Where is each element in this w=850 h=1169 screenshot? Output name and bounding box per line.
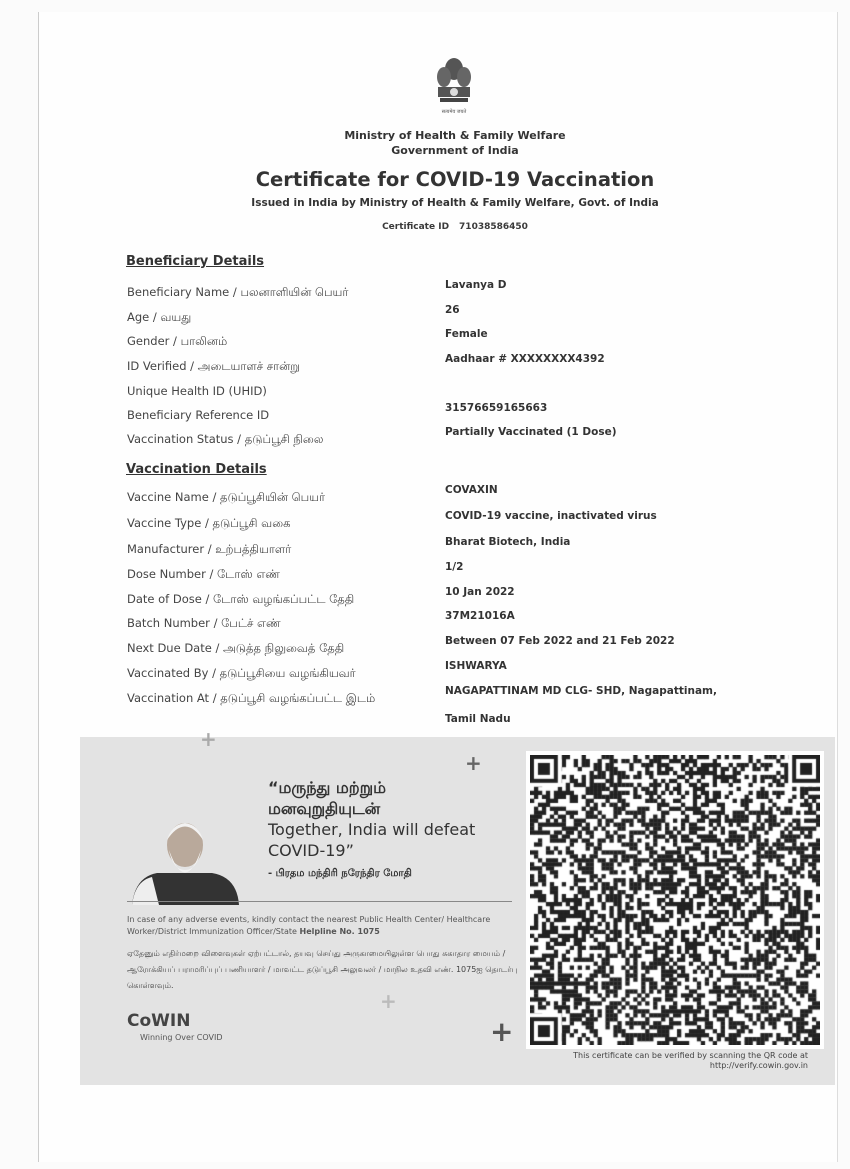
svg-text:सत्यमेव जयते: सत्यमेव जयते xyxy=(441,109,467,115)
field-label: Beneficiary Name / பலனாளியின் பெயர் xyxy=(127,285,349,299)
adverse-events-notice-tamil: ஏதேனும் எதிர்மறை விளைவுகள் ஏற்பட்டால், தயவு செய்து அருகாமையிலுள்ள பொது சுகாதார மையம் / ஆரோக்கியப் பராமரிப்புப் பணியாளர் / மாவட்ட தடுப்பூசி அலுவலர் / மாநில உதவி எண். 1075ஐ தொடர்பு கொள்ளவும். xyxy=(127,949,518,990)
field-label: Beneficiary Reference ID xyxy=(127,408,270,422)
verify-note: This certificate can be verified by scanning the QR code at http://verify.cowin.gov.in xyxy=(573,1051,808,1070)
vaccination-place-continuation: Tamil Nadu xyxy=(445,713,511,725)
cowin-logo: CoWIN xyxy=(127,1011,191,1031)
cowin-tagline: Winning Over COVID xyxy=(140,1033,223,1042)
ministry-name: Ministry of Health & Family Welfare Government of India xyxy=(344,129,566,157)
field-value: Aadhaar # XXXXXXXX4392 xyxy=(445,353,605,365)
field-value: Between 07 Feb 2022 and 21 Feb 2022 xyxy=(445,635,675,647)
field-label: Gender / பாலினம் xyxy=(127,334,228,348)
field-value: COVID-19 vaccine, inactivated virus xyxy=(445,510,657,522)
field-value: ISHWARYA xyxy=(445,660,507,672)
adverse-events-notice: In case of any adverse events, kindly contact the nearest Public Health Center/ Healthcare Worker/District Immunization Officer/State Helpline No. 1075 xyxy=(127,915,491,936)
field-label: ID Verified / அடையாளச் சான்று xyxy=(127,359,300,373)
field-value: Female xyxy=(445,328,488,340)
vaccination-details-heading: Vaccination Details xyxy=(126,462,267,477)
certificate-title: Certificate for COVID-19 Vaccination xyxy=(255,168,655,191)
pm-photo xyxy=(127,815,242,905)
field-value: Partially Vaccinated (1 Dose) xyxy=(445,426,617,438)
field-value: Lavanya D xyxy=(445,279,507,291)
plus-icon: + xyxy=(490,1015,514,1048)
field-label: Unique Health ID (UHID) xyxy=(127,384,267,398)
national-emblem-icon xyxy=(432,55,476,117)
field-value: Bharat Biotech, India xyxy=(445,536,571,548)
field-label: Dose Number / டோஸ் எண் xyxy=(127,567,280,581)
field-label: Vaccinated By / தடுப்பூசியை வழங்கியவர் xyxy=(127,666,356,680)
footer-banner xyxy=(80,727,835,1085)
quote-attribution: - பிரதம மந்திரி நரேந்திர மோதி xyxy=(268,868,412,879)
field-label: Vaccine Type / தடுப்பூசி வகை xyxy=(127,516,291,530)
plus-icon: + xyxy=(380,989,397,1013)
plus-icon: + xyxy=(200,727,217,751)
qr-code xyxy=(526,751,824,1049)
quote: “மருந்து மற்றும் மனவுறுதியுடன் Together, India will defeat COVID-19” xyxy=(268,778,476,860)
field-label: Vaccination Status / தடுப்பூசி நிலை xyxy=(127,432,324,446)
plus-icon: + xyxy=(465,751,482,775)
field-value: 31576659165663 xyxy=(445,402,548,414)
field-value: 1/2 xyxy=(445,561,464,573)
field-label: Next Due Date / அடுத்த நிலுவைத் தேதி xyxy=(127,641,345,655)
field-label: Batch Number / பேட்ச் எண் xyxy=(127,616,281,630)
field-value: 10 Jan 2022 xyxy=(445,586,515,598)
field-value: NAGAPATTINAM MD CLG- SHD, Nagapattinam, xyxy=(445,685,717,697)
field-label: Manufacturer / உற்பத்தியாளர் xyxy=(127,542,292,556)
certificate-subtitle: Issued in India by Ministry of Health & Family Welfare, Govt. of India xyxy=(251,197,659,209)
field-label: Age / வயது xyxy=(127,310,192,324)
beneficiary-details-heading: Beneficiary Details xyxy=(126,254,265,269)
certificate-id: Certificate ID 71038586450 xyxy=(382,222,528,232)
field-label: Date of Dose / டோஸ் வழங்கப்பட்ட தேதி xyxy=(127,592,355,606)
field-label: Vaccination At / தடுப்பூசி வழங்கப்பட்ட இடம் xyxy=(127,691,376,705)
field-value: 37M21016A xyxy=(445,610,515,622)
field-value: COVAXIN xyxy=(445,484,498,496)
field-label: Vaccine Name / தடுப்பூசியின் பெயர் xyxy=(127,490,326,504)
divider xyxy=(127,901,512,902)
field-value: 26 xyxy=(445,304,460,316)
